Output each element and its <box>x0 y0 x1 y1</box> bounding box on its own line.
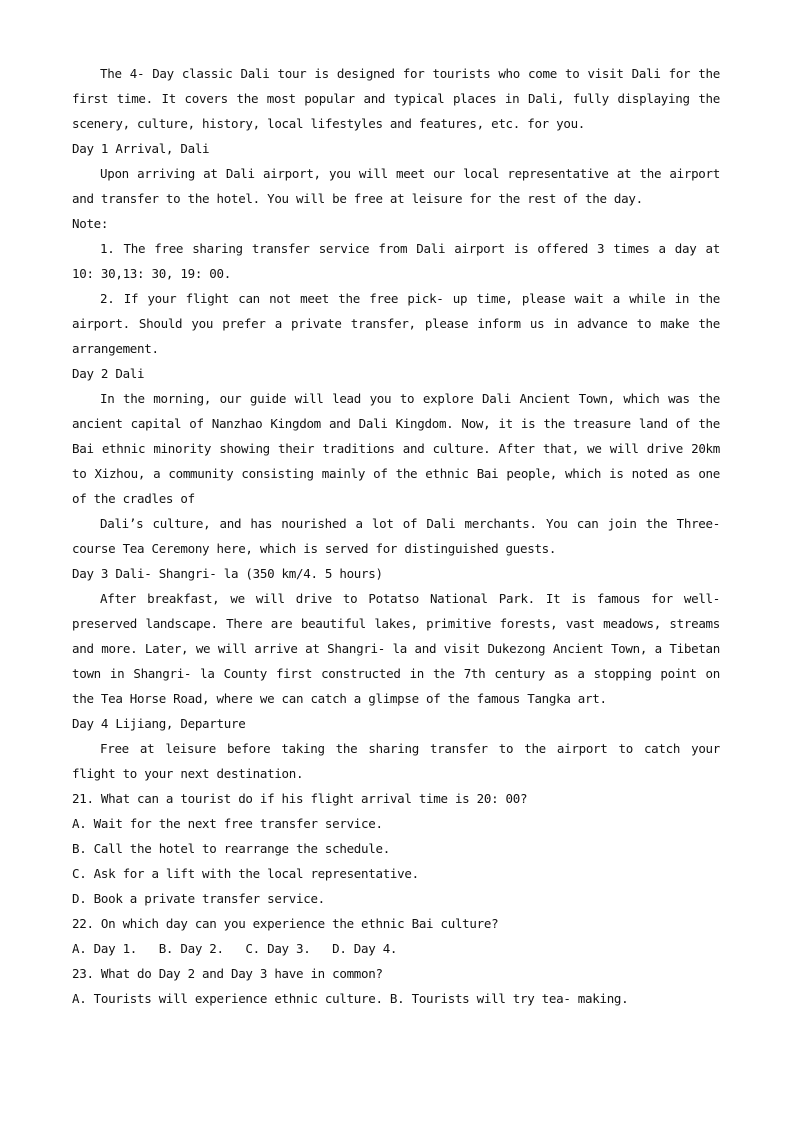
question-21-option-d: D. Book a private transfer service. <box>72 891 325 906</box>
question-21-stem: 21. What can a tourist do if his flight arrival time is 20: 00? <box>72 791 528 806</box>
day2-body-2: Dali’s culture, and has nourished a lot of Dali merchants. You can join the Three- course Tea Ceremony here, which is served for distinguished guests. <box>72 516 720 556</box>
day3-body: After breakfast, we will drive to Potatso National Park. It is famous for well- preserved landscape. There are beautiful lakes, primitive forests, vast meadows, streams and more. Later, we will arrive at Shangri- la and visit Dukezong Ancient Town, a Tibetan town in Shangri- la County first constructed in the 7th century as a stopping point on the Tea Horse Road, where we can catch a glimpse of the famous Tangka art. <box>72 591 720 706</box>
day2-heading: Day 2 Dali <box>72 366 145 381</box>
question-21-option-a: A. Wait for the next free transfer service. <box>72 816 383 831</box>
day1-body: Upon arriving at Dali airport, you will meet our local representative at the airport and transfer to the hotel. You will be free at leisure for the rest of the day. <box>72 166 720 206</box>
question-23-options: A. Tourists will experience ethnic culture. B. Tourists will try tea- making. <box>72 991 629 1006</box>
question-21-option-b: B. Call the hotel to rearrange the schedule. <box>72 841 390 856</box>
note-item-2: 2. If your flight can not meet the free pick- up time, please wait a while in the airport. Should you prefer a private transfer, please inform us in advance to make the arrangement. <box>72 291 720 356</box>
day4-heading: Day 4 Lijiang, Departure <box>72 716 246 731</box>
day2-body-1: In the morning, our guide will lead you to explore Dali Ancient Town, which was the ancient capital of Nanzhao Kingdom and Dali Kingdom. Now, it is the treasure land of the Bai ethnic minority showing their traditions and culture. After that, we will drive 20km to Xizhou, a community consisting mainly of the ethnic Bai people, which is noted as one of the cradles of <box>72 391 720 506</box>
day1-heading: Day 1 Arrival, Dali <box>72 141 210 156</box>
note-item-1: 1. The free sharing transfer service from Dali airport is offered 3 times a day at 10: 30,13: 30, 19: 00. <box>72 241 720 281</box>
day4-body: Free at leisure before taking the sharing transfer to the airport to catch your flight to your next destination. <box>72 741 720 781</box>
intro-paragraph: The 4- Day classic Dali tour is designed for tourists who come to visit Dali for the first time. It covers the most popular and typical places in Dali, fully displaying the scenery, culture, history, local lifestyles and features, etc. for you. <box>72 66 720 131</box>
question-22-options: A. Day 1. B. Day 2. C. Day 3. D. Day 4. <box>72 941 398 956</box>
question-23-stem: 23. What do Day 2 and Day 3 have in common? <box>72 966 383 981</box>
question-22-stem: 22. On which day can you experience the ethnic Bai culture? <box>72 916 499 931</box>
question-21-option-c: C. Ask for a lift with the local representative. <box>72 866 419 881</box>
document-page <box>72 61 720 1011</box>
day3-heading: Day 3 Dali- Shangri- la (350 km/4. 5 hours) <box>72 566 383 581</box>
note-label: Note: <box>72 216 109 231</box>
